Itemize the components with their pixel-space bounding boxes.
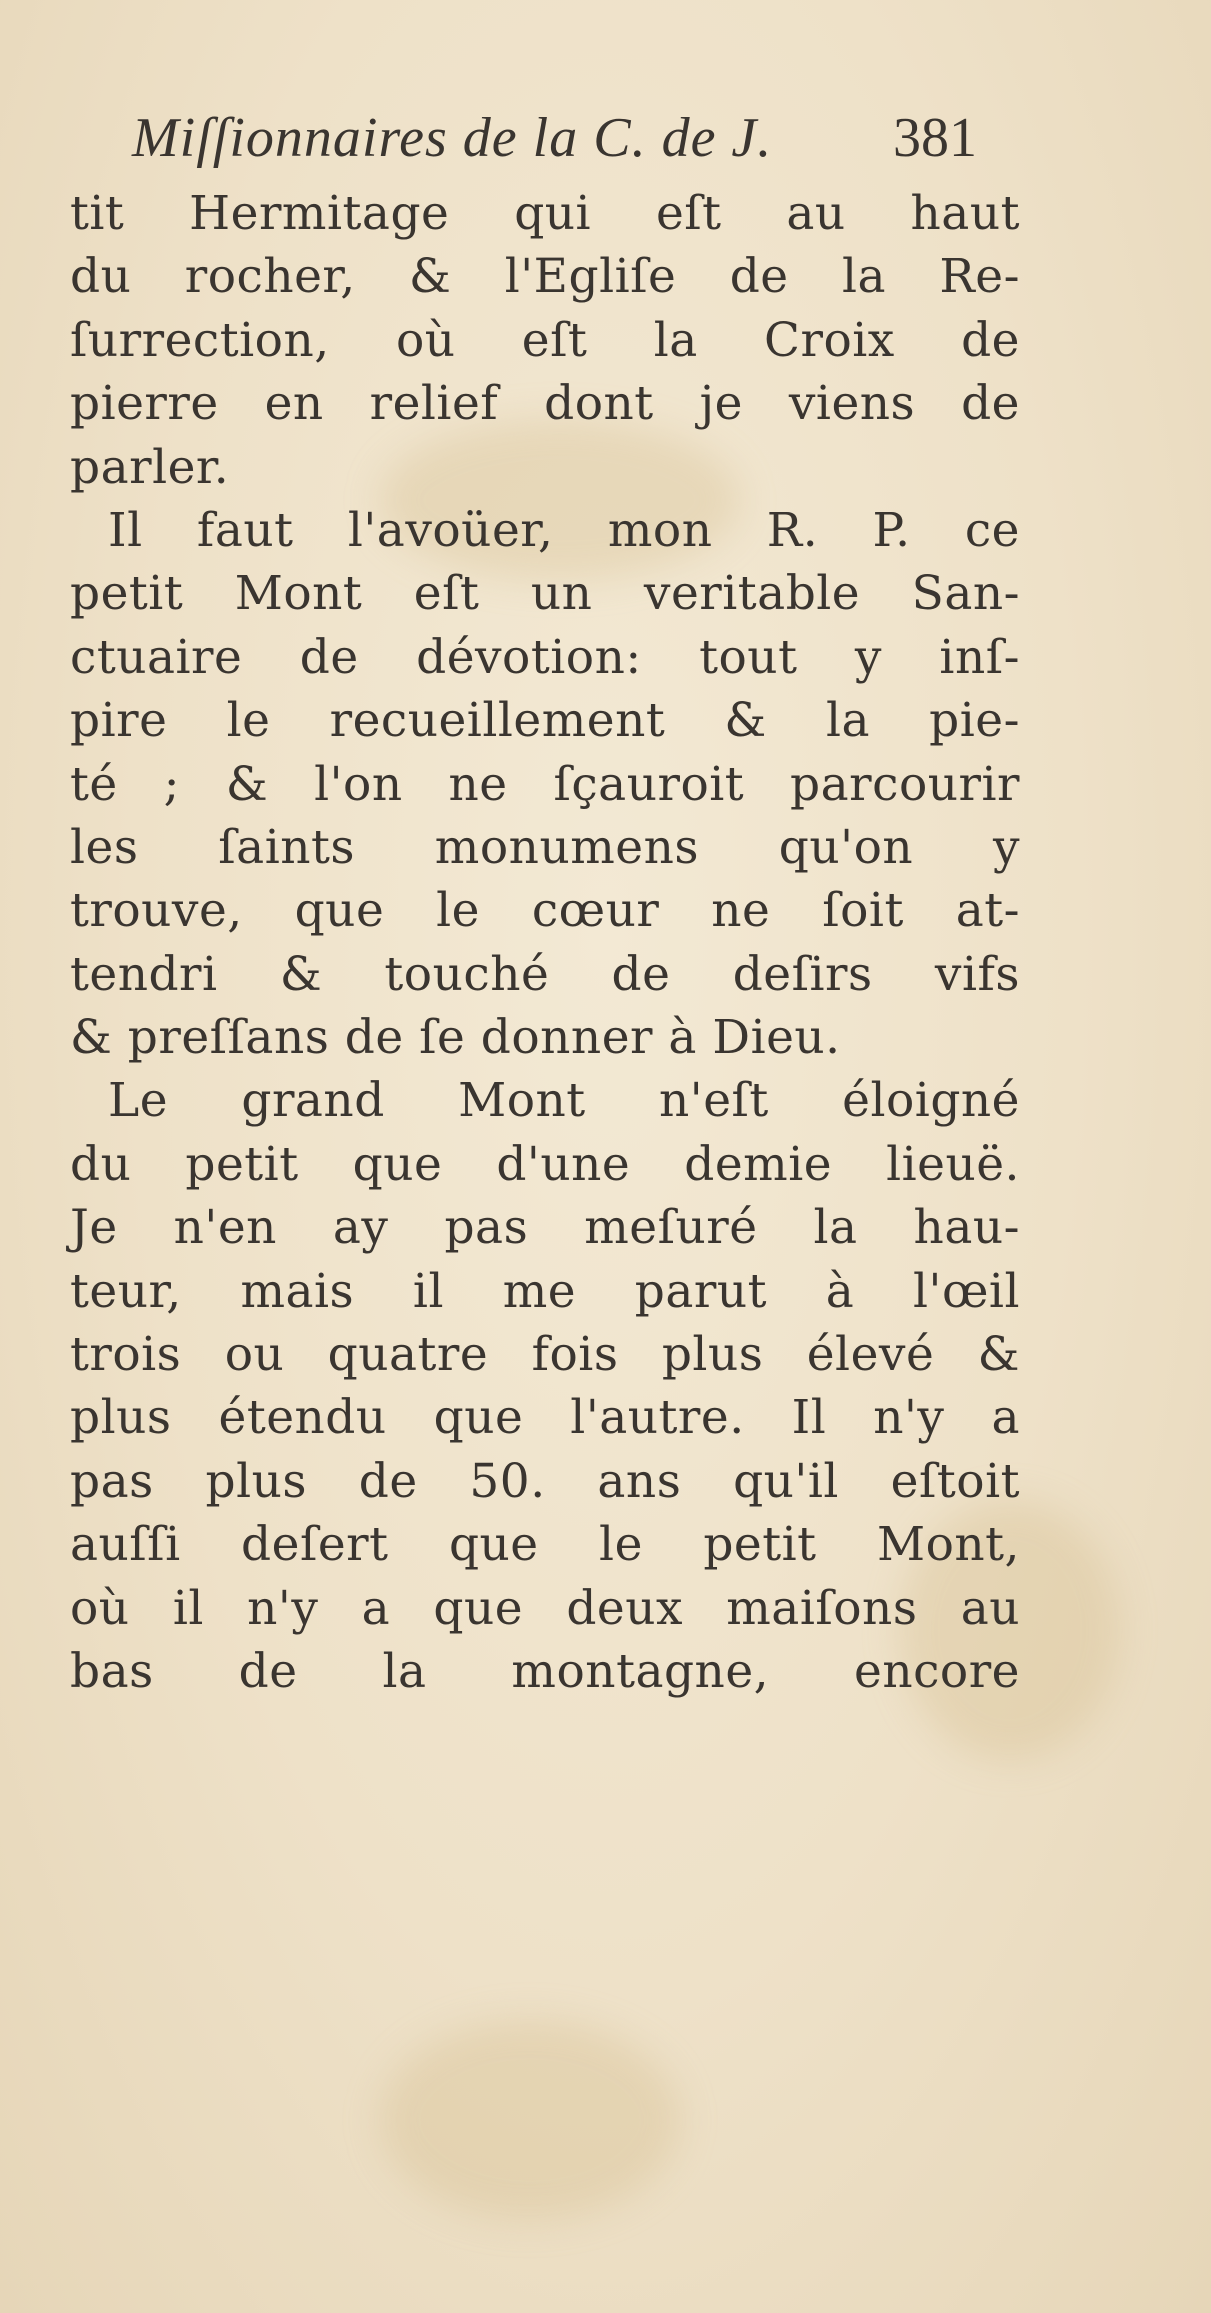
text-line: Le grand Mont n'eſt éloigné — [108, 1073, 1020, 1129]
text-line: auſſi deſert que le petit Mont, — [70, 1517, 1020, 1573]
text-line: pire le recueillement & la pie- — [70, 693, 1020, 749]
text-line: du rocher, & l'Egliſe de la Re- — [70, 249, 1020, 305]
text-line: Je n'en ay pas meſuré la hau- — [70, 1200, 1020, 1256]
text-line: plus étendu que l'autre. Il n'y a — [70, 1390, 1020, 1446]
text-line: petit Mont eſt un veritable San- — [70, 566, 1020, 622]
text-line: du petit que d'une demie lieuë. — [70, 1136, 1020, 1192]
text-line: Il faut l'avoüer, mon R. P. ce — [108, 502, 1020, 558]
text-line: parler. — [70, 439, 230, 495]
running-head-title: Miſſionnaires de la C. de J. — [132, 107, 773, 169]
text-line: tit Hermitage qui eſt au haut — [70, 186, 1020, 241]
text-line: trois ou quatre fois plus élevé & — [70, 1327, 1020, 1383]
paper-stain — [380, 2020, 680, 2220]
text-line: pas plus de 50. ans qu'il eſtoit — [70, 1453, 1020, 1509]
text-line: ſurrection, où eſt la Croix de — [70, 312, 1020, 368]
text-line: pierre en relief dont je viens de — [70, 376, 1020, 432]
text-line: ctuaire de dévotion: tout y inſ- — [70, 629, 1020, 685]
text-line: teur, mais il me parut à l'œil — [70, 1263, 1020, 1319]
text-line: trouve, que le cœur ne ſoit at- — [70, 883, 1020, 939]
text-line: bas de la montagne, encore — [70, 1643, 1020, 1699]
text-line: tendri & touché de deſirs vifs — [70, 946, 1020, 1002]
text-line: les ſaints monumens qu'on y — [70, 819, 1020, 875]
text-line: où il n'y a que deux maiſons au — [70, 1580, 1020, 1636]
page-number: 381 — [893, 107, 977, 169]
running-head — [0, 0, 1211, 180]
text-line: té ; & l'on ne ſçauroit parcourir — [70, 756, 1020, 812]
text-line: & preſſans de ſe donner à Dieu. — [70, 1010, 841, 1066]
body-text — [70, 182, 1020, 1703]
